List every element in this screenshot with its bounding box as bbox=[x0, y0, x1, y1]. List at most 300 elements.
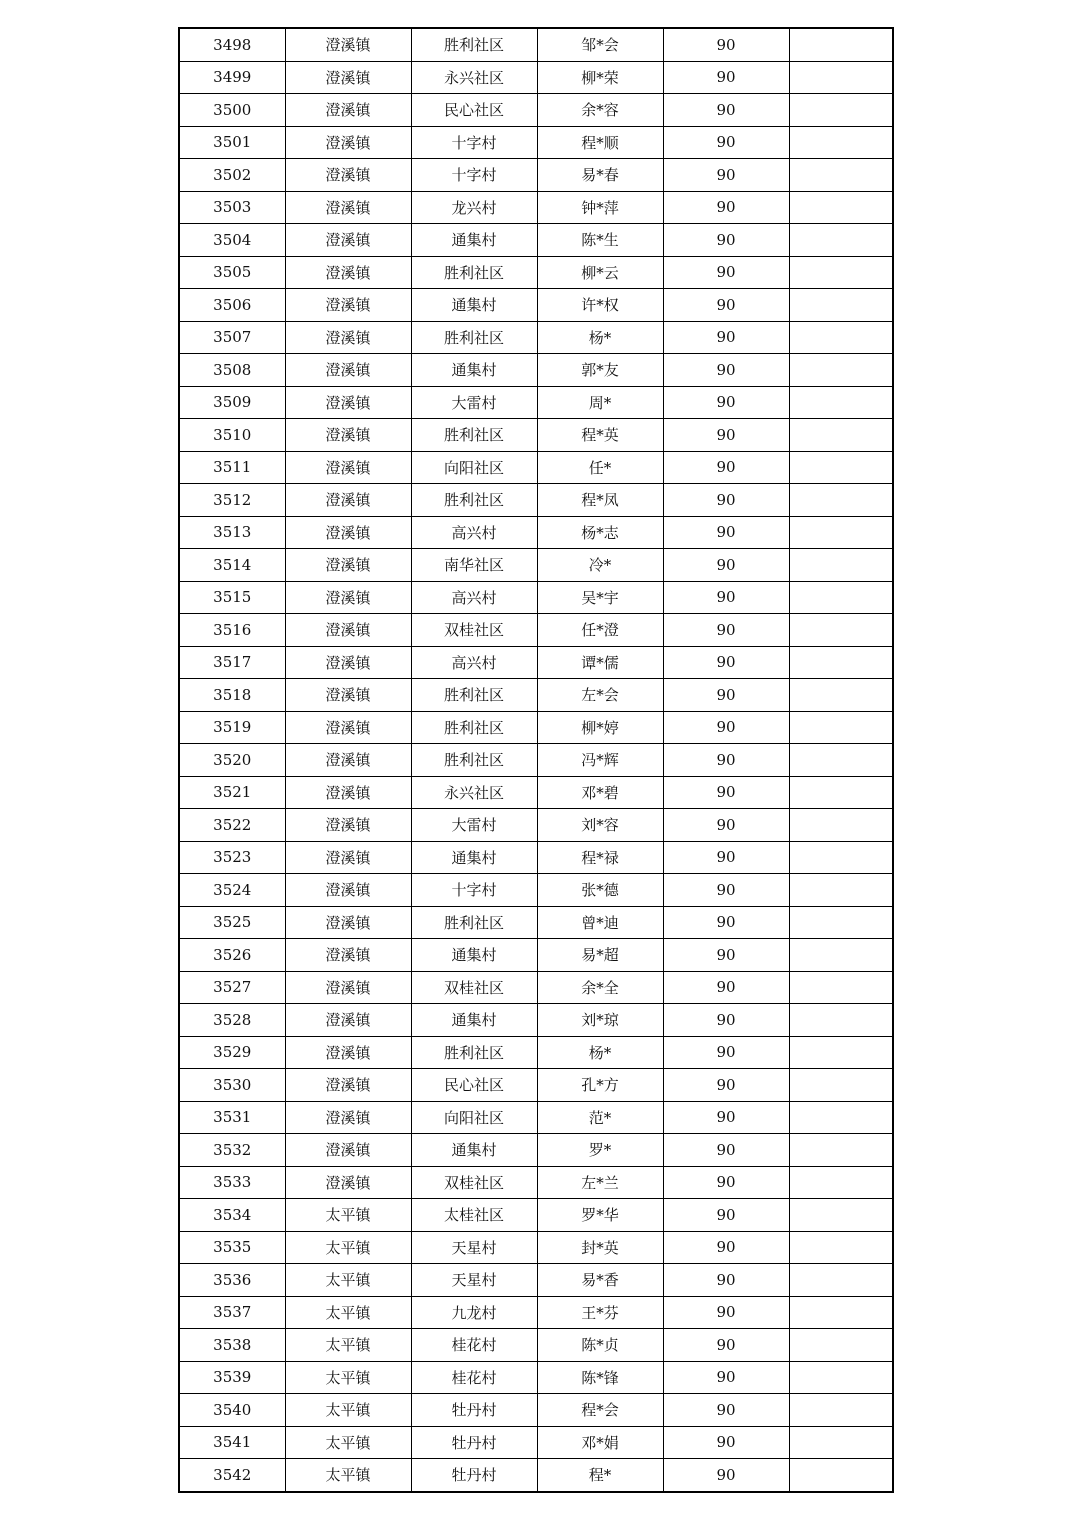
note-cell bbox=[789, 939, 893, 972]
name-cell: 程*英 bbox=[537, 419, 663, 452]
table-row bbox=[179, 971, 893, 1004]
amount-cell: 90 bbox=[663, 874, 789, 907]
note-cell bbox=[789, 679, 893, 712]
name-cell: 钟*萍 bbox=[537, 191, 663, 224]
name-cell: 程* bbox=[537, 1459, 663, 1492]
village-cell: 胜利社区 bbox=[411, 419, 537, 452]
village-cell: 高兴村 bbox=[411, 516, 537, 549]
serial-number-cell: 3528 bbox=[179, 1004, 285, 1037]
note-cell bbox=[789, 841, 893, 874]
table-row bbox=[179, 28, 893, 61]
town-cell: 澄溪镇 bbox=[285, 744, 411, 777]
serial-number-cell: 3499 bbox=[179, 61, 285, 94]
amount-cell: 90 bbox=[663, 451, 789, 484]
town-cell: 澄溪镇 bbox=[285, 614, 411, 647]
name-cell: 陈*生 bbox=[537, 224, 663, 257]
village-cell: 龙兴村 bbox=[411, 191, 537, 224]
town-cell: 澄溪镇 bbox=[285, 516, 411, 549]
village-cell: 通集村 bbox=[411, 289, 537, 322]
town-cell: 澄溪镇 bbox=[285, 419, 411, 452]
village-cell: 胜利社区 bbox=[411, 256, 537, 289]
name-cell: 程*会 bbox=[537, 1394, 663, 1427]
note-cell bbox=[789, 256, 893, 289]
table-row bbox=[179, 679, 893, 712]
name-cell: 王*芬 bbox=[537, 1296, 663, 1329]
amount-cell: 90 bbox=[663, 906, 789, 939]
amount-cell: 90 bbox=[663, 1329, 789, 1362]
name-cell: 程*禄 bbox=[537, 841, 663, 874]
table-row bbox=[179, 1394, 893, 1427]
note-cell bbox=[789, 289, 893, 322]
table-row bbox=[179, 1231, 893, 1264]
village-cell: 天星村 bbox=[411, 1231, 537, 1264]
note-cell bbox=[789, 1296, 893, 1329]
town-cell: 澄溪镇 bbox=[285, 159, 411, 192]
amount-cell: 90 bbox=[663, 549, 789, 582]
serial-number-cell: 3514 bbox=[179, 549, 285, 582]
name-cell: 邹*会 bbox=[537, 28, 663, 61]
serial-number-cell: 3526 bbox=[179, 939, 285, 972]
note-cell bbox=[789, 28, 893, 61]
town-cell: 澄溪镇 bbox=[285, 711, 411, 744]
amount-cell: 90 bbox=[663, 1166, 789, 1199]
amount-cell: 90 bbox=[663, 1459, 789, 1492]
note-cell bbox=[789, 971, 893, 1004]
village-cell: 南华社区 bbox=[411, 549, 537, 582]
amount-cell: 90 bbox=[663, 1361, 789, 1394]
name-cell: 吴*宇 bbox=[537, 581, 663, 614]
name-cell: 程*顺 bbox=[537, 126, 663, 159]
amount-cell: 90 bbox=[663, 1199, 789, 1232]
note-cell bbox=[789, 711, 893, 744]
amount-cell: 90 bbox=[663, 679, 789, 712]
serial-number-cell: 3529 bbox=[179, 1036, 285, 1069]
town-cell: 澄溪镇 bbox=[285, 646, 411, 679]
amount-cell: 90 bbox=[663, 289, 789, 322]
note-cell bbox=[789, 1199, 893, 1232]
table-row bbox=[179, 1036, 893, 1069]
town-cell: 澄溪镇 bbox=[285, 386, 411, 419]
name-cell: 柳*婷 bbox=[537, 711, 663, 744]
table-row bbox=[179, 1459, 893, 1492]
serial-number-cell: 3538 bbox=[179, 1329, 285, 1362]
serial-number-cell: 3540 bbox=[179, 1394, 285, 1427]
village-cell: 胜利社区 bbox=[411, 321, 537, 354]
note-cell bbox=[789, 646, 893, 679]
amount-cell: 90 bbox=[663, 1036, 789, 1069]
serial-number-cell: 3537 bbox=[179, 1296, 285, 1329]
amount-cell: 90 bbox=[663, 28, 789, 61]
table-row bbox=[179, 256, 893, 289]
village-cell: 大雷村 bbox=[411, 386, 537, 419]
name-cell: 孔*方 bbox=[537, 1069, 663, 1102]
amount-cell: 90 bbox=[663, 1101, 789, 1134]
note-cell bbox=[789, 516, 893, 549]
note-cell bbox=[789, 1036, 893, 1069]
table-row bbox=[179, 94, 893, 127]
serial-number-cell: 3503 bbox=[179, 191, 285, 224]
amount-cell: 90 bbox=[663, 256, 789, 289]
name-cell: 封*英 bbox=[537, 1231, 663, 1264]
table-row bbox=[179, 1264, 893, 1297]
table-row bbox=[179, 354, 893, 387]
note-cell bbox=[789, 614, 893, 647]
serial-number-cell: 3536 bbox=[179, 1264, 285, 1297]
table-row bbox=[179, 841, 893, 874]
note-cell bbox=[789, 321, 893, 354]
town-cell: 澄溪镇 bbox=[285, 256, 411, 289]
serial-number-cell: 3519 bbox=[179, 711, 285, 744]
note-cell bbox=[789, 1231, 893, 1264]
serial-number-cell: 3525 bbox=[179, 906, 285, 939]
town-cell: 澄溪镇 bbox=[285, 289, 411, 322]
serial-number-cell: 3531 bbox=[179, 1101, 285, 1134]
table-row bbox=[179, 289, 893, 322]
amount-cell: 90 bbox=[663, 711, 789, 744]
name-cell: 易*香 bbox=[537, 1264, 663, 1297]
serial-number-cell: 3535 bbox=[179, 1231, 285, 1264]
roster-table bbox=[178, 27, 894, 1493]
note-cell bbox=[789, 61, 893, 94]
village-cell: 胜利社区 bbox=[411, 484, 537, 517]
name-cell: 左*会 bbox=[537, 679, 663, 712]
name-cell: 任* bbox=[537, 451, 663, 484]
roster-body bbox=[179, 28, 893, 1492]
amount-cell: 90 bbox=[663, 776, 789, 809]
village-cell: 桂花村 bbox=[411, 1361, 537, 1394]
serial-number-cell: 3506 bbox=[179, 289, 285, 322]
name-cell: 杨*志 bbox=[537, 516, 663, 549]
table-row bbox=[179, 484, 893, 517]
serial-number-cell: 3507 bbox=[179, 321, 285, 354]
village-cell: 胜利社区 bbox=[411, 679, 537, 712]
amount-cell: 90 bbox=[663, 321, 789, 354]
name-cell: 张*德 bbox=[537, 874, 663, 907]
village-cell: 大雷村 bbox=[411, 809, 537, 842]
serial-number-cell: 3541 bbox=[179, 1426, 285, 1459]
amount-cell: 90 bbox=[663, 1231, 789, 1264]
amount-cell: 90 bbox=[663, 1069, 789, 1102]
amount-cell: 90 bbox=[663, 419, 789, 452]
town-cell: 澄溪镇 bbox=[285, 874, 411, 907]
village-cell: 双桂社区 bbox=[411, 614, 537, 647]
village-cell: 十字村 bbox=[411, 874, 537, 907]
serial-number-cell: 3527 bbox=[179, 971, 285, 1004]
amount-cell: 90 bbox=[663, 191, 789, 224]
note-cell bbox=[789, 1361, 893, 1394]
table-row bbox=[179, 386, 893, 419]
note-cell bbox=[789, 1426, 893, 1459]
village-cell: 高兴村 bbox=[411, 646, 537, 679]
serial-number-cell: 3530 bbox=[179, 1069, 285, 1102]
town-cell: 澄溪镇 bbox=[285, 191, 411, 224]
table-row bbox=[179, 646, 893, 679]
town-cell: 澄溪镇 bbox=[285, 679, 411, 712]
serial-number-cell: 3500 bbox=[179, 94, 285, 127]
amount-cell: 90 bbox=[663, 1426, 789, 1459]
note-cell bbox=[789, 1166, 893, 1199]
note-cell bbox=[789, 191, 893, 224]
name-cell: 谭*儒 bbox=[537, 646, 663, 679]
name-cell: 易*超 bbox=[537, 939, 663, 972]
village-cell: 双桂社区 bbox=[411, 1166, 537, 1199]
table-row bbox=[179, 1426, 893, 1459]
town-cell: 澄溪镇 bbox=[285, 809, 411, 842]
serial-number-cell: 3521 bbox=[179, 776, 285, 809]
village-cell: 桂花村 bbox=[411, 1329, 537, 1362]
name-cell: 柳*云 bbox=[537, 256, 663, 289]
table-row bbox=[179, 711, 893, 744]
town-cell: 澄溪镇 bbox=[285, 484, 411, 517]
village-cell: 通集村 bbox=[411, 841, 537, 874]
village-cell: 胜利社区 bbox=[411, 906, 537, 939]
amount-cell: 90 bbox=[663, 1134, 789, 1167]
serial-number-cell: 3502 bbox=[179, 159, 285, 192]
name-cell: 罗* bbox=[537, 1134, 663, 1167]
village-cell: 高兴村 bbox=[411, 581, 537, 614]
name-cell: 许*权 bbox=[537, 289, 663, 322]
name-cell: 陈*贞 bbox=[537, 1329, 663, 1362]
table-row bbox=[179, 191, 893, 224]
table-row bbox=[179, 581, 893, 614]
note-cell bbox=[789, 1101, 893, 1134]
town-cell: 太平镇 bbox=[285, 1264, 411, 1297]
town-cell: 太平镇 bbox=[285, 1329, 411, 1362]
serial-number-cell: 3517 bbox=[179, 646, 285, 679]
table-row bbox=[179, 61, 893, 94]
name-cell: 邓*娟 bbox=[537, 1426, 663, 1459]
town-cell: 太平镇 bbox=[285, 1394, 411, 1427]
town-cell: 澄溪镇 bbox=[285, 906, 411, 939]
name-cell: 余*全 bbox=[537, 971, 663, 1004]
note-cell bbox=[789, 354, 893, 387]
amount-cell: 90 bbox=[663, 126, 789, 159]
town-cell: 太平镇 bbox=[285, 1296, 411, 1329]
village-cell: 牡丹村 bbox=[411, 1394, 537, 1427]
town-cell: 澄溪镇 bbox=[285, 971, 411, 1004]
name-cell: 柳*荣 bbox=[537, 61, 663, 94]
town-cell: 澄溪镇 bbox=[285, 1036, 411, 1069]
town-cell: 太平镇 bbox=[285, 1426, 411, 1459]
village-cell: 通集村 bbox=[411, 224, 537, 257]
name-cell: 左*兰 bbox=[537, 1166, 663, 1199]
village-cell: 十字村 bbox=[411, 126, 537, 159]
table-row bbox=[179, 1101, 893, 1134]
note-cell bbox=[789, 159, 893, 192]
name-cell: 程*凤 bbox=[537, 484, 663, 517]
table-row bbox=[179, 744, 893, 777]
name-cell: 杨* bbox=[537, 321, 663, 354]
note-cell bbox=[789, 1069, 893, 1102]
village-cell: 胜利社区 bbox=[411, 744, 537, 777]
serial-number-cell: 3522 bbox=[179, 809, 285, 842]
note-cell bbox=[789, 1329, 893, 1362]
town-cell: 澄溪镇 bbox=[285, 224, 411, 257]
village-cell: 民心社区 bbox=[411, 1069, 537, 1102]
table-row bbox=[179, 614, 893, 647]
village-cell: 胜利社区 bbox=[411, 711, 537, 744]
name-cell: 曾*迪 bbox=[537, 906, 663, 939]
amount-cell: 90 bbox=[663, 61, 789, 94]
village-cell: 九龙村 bbox=[411, 1296, 537, 1329]
amount-cell: 90 bbox=[663, 581, 789, 614]
table-row bbox=[179, 419, 893, 452]
serial-number-cell: 3504 bbox=[179, 224, 285, 257]
amount-cell: 90 bbox=[663, 809, 789, 842]
note-cell bbox=[789, 484, 893, 517]
town-cell: 澄溪镇 bbox=[285, 1166, 411, 1199]
table-row bbox=[179, 874, 893, 907]
town-cell: 澄溪镇 bbox=[285, 1004, 411, 1037]
table-row bbox=[179, 1069, 893, 1102]
village-cell: 胜利社区 bbox=[411, 28, 537, 61]
table-row bbox=[179, 1134, 893, 1167]
amount-cell: 90 bbox=[663, 1004, 789, 1037]
table-row bbox=[179, 1329, 893, 1362]
serial-number-cell: 3539 bbox=[179, 1361, 285, 1394]
town-cell: 澄溪镇 bbox=[285, 549, 411, 582]
serial-number-cell: 3501 bbox=[179, 126, 285, 159]
amount-cell: 90 bbox=[663, 614, 789, 647]
amount-cell: 90 bbox=[663, 744, 789, 777]
village-cell: 永兴社区 bbox=[411, 776, 537, 809]
amount-cell: 90 bbox=[663, 516, 789, 549]
name-cell: 陈*锋 bbox=[537, 1361, 663, 1394]
amount-cell: 90 bbox=[663, 224, 789, 257]
note-cell bbox=[789, 549, 893, 582]
town-cell: 澄溪镇 bbox=[285, 321, 411, 354]
town-cell: 太平镇 bbox=[285, 1199, 411, 1232]
village-cell: 向阳社区 bbox=[411, 1101, 537, 1134]
amount-cell: 90 bbox=[663, 1394, 789, 1427]
name-cell: 冯*辉 bbox=[537, 744, 663, 777]
village-cell: 永兴社区 bbox=[411, 61, 537, 94]
serial-number-cell: 3515 bbox=[179, 581, 285, 614]
name-cell: 范* bbox=[537, 1101, 663, 1134]
village-cell: 天星村 bbox=[411, 1264, 537, 1297]
name-cell: 杨* bbox=[537, 1036, 663, 1069]
amount-cell: 90 bbox=[663, 484, 789, 517]
table-row bbox=[179, 1361, 893, 1394]
town-cell: 澄溪镇 bbox=[285, 28, 411, 61]
name-cell: 冷* bbox=[537, 549, 663, 582]
table-row bbox=[179, 906, 893, 939]
note-cell bbox=[789, 386, 893, 419]
serial-number-cell: 3542 bbox=[179, 1459, 285, 1492]
serial-number-cell: 3534 bbox=[179, 1199, 285, 1232]
amount-cell: 90 bbox=[663, 646, 789, 679]
table-row bbox=[179, 939, 893, 972]
note-cell bbox=[789, 1264, 893, 1297]
serial-number-cell: 3532 bbox=[179, 1134, 285, 1167]
table-row bbox=[179, 159, 893, 192]
name-cell: 刘*容 bbox=[537, 809, 663, 842]
name-cell: 郭*友 bbox=[537, 354, 663, 387]
table-row bbox=[179, 224, 893, 257]
town-cell: 澄溪镇 bbox=[285, 354, 411, 387]
name-cell: 易*春 bbox=[537, 159, 663, 192]
serial-number-cell: 3523 bbox=[179, 841, 285, 874]
note-cell bbox=[789, 1134, 893, 1167]
town-cell: 澄溪镇 bbox=[285, 451, 411, 484]
village-cell: 民心社区 bbox=[411, 94, 537, 127]
town-cell: 澄溪镇 bbox=[285, 1069, 411, 1102]
table-row bbox=[179, 549, 893, 582]
serial-number-cell: 3524 bbox=[179, 874, 285, 907]
serial-number-cell: 3508 bbox=[179, 354, 285, 387]
village-cell: 向阳社区 bbox=[411, 451, 537, 484]
village-cell: 通集村 bbox=[411, 1134, 537, 1167]
table-row bbox=[179, 516, 893, 549]
serial-number-cell: 3505 bbox=[179, 256, 285, 289]
serial-number-cell: 3533 bbox=[179, 1166, 285, 1199]
serial-number-cell: 3516 bbox=[179, 614, 285, 647]
village-cell: 通集村 bbox=[411, 354, 537, 387]
note-cell bbox=[789, 809, 893, 842]
serial-number-cell: 3510 bbox=[179, 419, 285, 452]
amount-cell: 90 bbox=[663, 1296, 789, 1329]
serial-number-cell: 3513 bbox=[179, 516, 285, 549]
note-cell bbox=[789, 744, 893, 777]
amount-cell: 90 bbox=[663, 1264, 789, 1297]
note-cell bbox=[789, 1004, 893, 1037]
town-cell: 澄溪镇 bbox=[285, 776, 411, 809]
note-cell bbox=[789, 126, 893, 159]
table-row bbox=[179, 126, 893, 159]
note-cell bbox=[789, 581, 893, 614]
amount-cell: 90 bbox=[663, 354, 789, 387]
name-cell: 刘*琼 bbox=[537, 1004, 663, 1037]
village-cell: 牡丹村 bbox=[411, 1426, 537, 1459]
table-row bbox=[179, 451, 893, 484]
note-cell bbox=[789, 224, 893, 257]
note-cell bbox=[789, 1459, 893, 1492]
town-cell: 澄溪镇 bbox=[285, 939, 411, 972]
amount-cell: 90 bbox=[663, 971, 789, 1004]
name-cell: 周* bbox=[537, 386, 663, 419]
table-row bbox=[179, 809, 893, 842]
village-cell: 太桂社区 bbox=[411, 1199, 537, 1232]
serial-number-cell: 3511 bbox=[179, 451, 285, 484]
table-row bbox=[179, 1296, 893, 1329]
name-cell: 罗*华 bbox=[537, 1199, 663, 1232]
amount-cell: 90 bbox=[663, 939, 789, 972]
village-cell: 十字村 bbox=[411, 159, 537, 192]
note-cell bbox=[789, 419, 893, 452]
table-row bbox=[179, 776, 893, 809]
table-row bbox=[179, 1004, 893, 1037]
serial-number-cell: 3498 bbox=[179, 28, 285, 61]
village-cell: 双桂社区 bbox=[411, 971, 537, 1004]
note-cell bbox=[789, 776, 893, 809]
note-cell bbox=[789, 874, 893, 907]
town-cell: 澄溪镇 bbox=[285, 126, 411, 159]
village-cell: 胜利社区 bbox=[411, 1036, 537, 1069]
town-cell: 澄溪镇 bbox=[285, 94, 411, 127]
table-row bbox=[179, 1166, 893, 1199]
note-cell bbox=[789, 906, 893, 939]
serial-number-cell: 3509 bbox=[179, 386, 285, 419]
note-cell bbox=[789, 451, 893, 484]
town-cell: 澄溪镇 bbox=[285, 1101, 411, 1134]
town-cell: 澄溪镇 bbox=[285, 581, 411, 614]
village-cell: 通集村 bbox=[411, 1004, 537, 1037]
village-cell: 牡丹村 bbox=[411, 1459, 537, 1492]
amount-cell: 90 bbox=[663, 841, 789, 874]
table-row bbox=[179, 1199, 893, 1232]
amount-cell: 90 bbox=[663, 386, 789, 419]
town-cell: 太平镇 bbox=[285, 1459, 411, 1492]
